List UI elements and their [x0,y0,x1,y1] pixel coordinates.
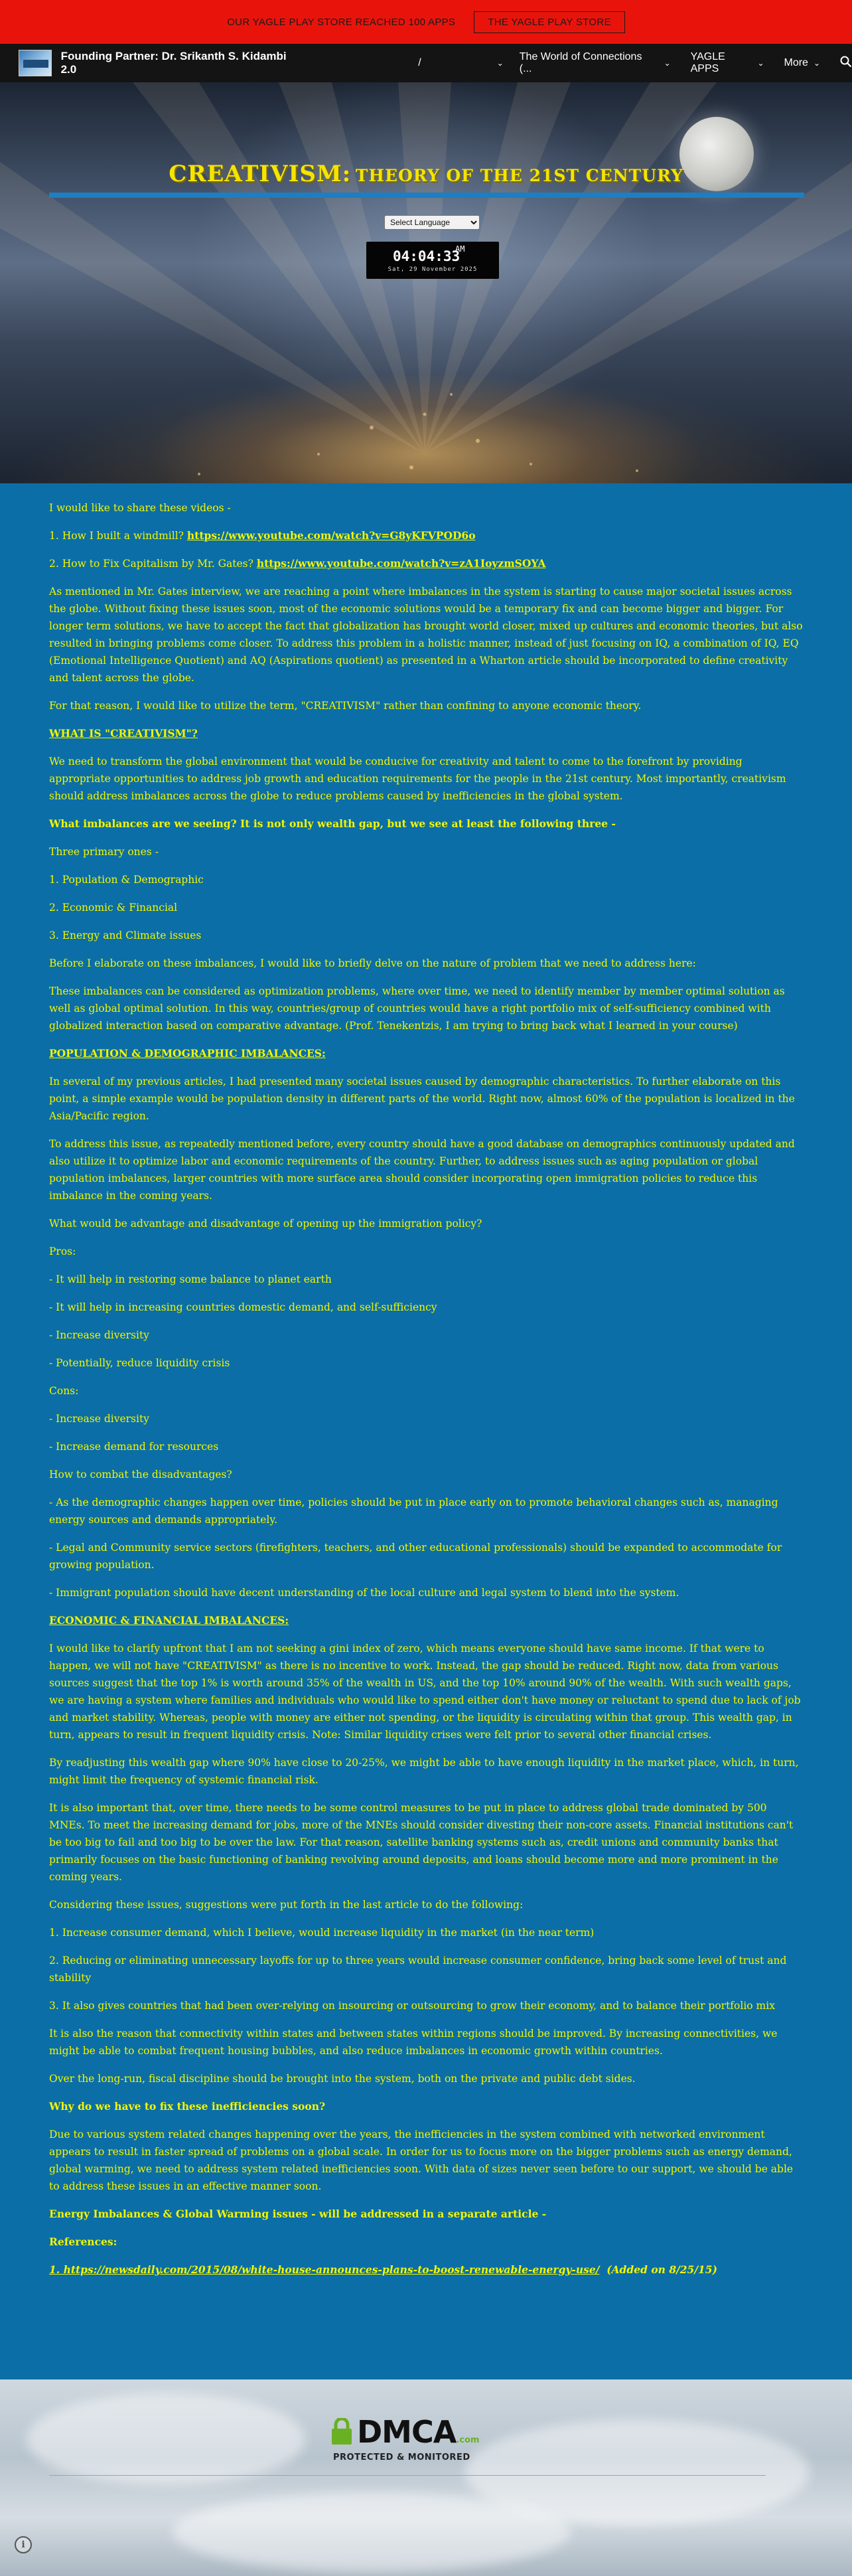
video-label: 1. How I built a windmill? [49,530,184,542]
nav-item-world-of-connections[interactable] [520,51,651,75]
paragraph: It is also important that, over time, there needs to be some control measures to be put in place to address global trade dominated by 500 MNEs. To meet the increasing demand for jobs, more of the MNEs should consider divesting their non-core assets. Financial institutions can't be too big to fail and too big to be over the law. For that reason, satellite banking systems such as, credit unions and community banks that primarily focuses on the basic functioning of banking revolving around deposits, and loans should become more and more prominent in the coming years. [49,1802,794,1883]
site-title[interactable]: Founding Partner: Dr. Srikanth S. Kidambi 2.0 [60,50,287,76]
paragraph: I would like to share these videos - [49,502,231,514]
list-item: 1. Increase consumer demand, which I believe, would increase liquidity in the market (in the near term) [49,1927,595,1939]
list-item: - Increase diversity [49,1329,149,1341]
paragraph: As mentioned in Mr. Gates interview, we are reaching a point where imbalances in the system is starting to cause major societal issues across the globe. Without fixing these issues soon, most of the economic solutions would be a temporary fix and can become bigger and bigger. For longer term solutions, we have to accept the fact that globalization has brought world closer, mixed up cultures and economic theories, but also resulted in bringing problems come closer. To address this problem in a holistic manner, instead of just focusing on IQ, a combination of IQ, EQ (Emotional Intelligence Quotient) and AQ (Aspirations quotient) as presented in a Wharton article should be incorporated to define creativity and talent across the globe. [49,586,803,684]
nav-item-label: YAGLE APPS [690,51,725,74]
paragraph: I would like to clarify upfront that I am not seeking a gini index of zero, which means everyone should have same income. If that were to happen, we will not have "CREATIVISM" as there is no incentive to work. Instead, the gap should be reduced. Right now, data from various sources suggest that the top 1% is worth around 35% of the wealth in US, and the top 10% around 90% of the wealth. With such wealth gaps, we are having a system where families and individuals who would like to spend either don't have money or reluctant to spend due to lack of job and market stability. Whereas, people with money are either not spending, or the liquidity is circulating within that group. This wealth gap, in turn, appears to result in frequent liquidity crisis. Note: Similar liquidity crises were felt prior to several other financial crises. [49,1643,801,1741]
section-heading: ECONOMIC & FINANCIAL IMBALANCES: [49,1614,289,1627]
paragraph: What would be advantage and disadvantage of opening up the immigration policy? [49,1218,482,1230]
dmca-subtitle: PROTECTED & MONITORED [333,2453,470,2462]
video-item [49,555,804,572]
list-item: 2. Economic & Financial [49,902,178,914]
nav-item-yagle-apps[interactable] [691,51,764,75]
nav-item-label: The World of Connections (... [519,51,642,74]
video-link-capitalism[interactable]: https://www.youtube.com/watch?v=zA1IoyzmSOYA [256,557,546,570]
nav-item-label: More [784,57,808,68]
top-navigation [0,44,852,82]
list-item: - Legal and Community service sectors (firefighters, teachers, and other educational professionals) should be expanded to accommodate for growing population. [49,1542,782,1571]
list-item: 1. Population & Demographic [49,874,204,886]
section-heading: References: [49,2235,117,2248]
article-body [49,499,804,2289]
info-icon[interactable]: i [15,2536,32,2553]
dmca-badge[interactable] [330,2411,484,2467]
paragraph: Before I elaborate on these imbalances, I would like to briefly delve on the nature of problem that we need to address here: [49,957,696,969]
dmca-logo-text: DMCA.com [357,2414,480,2450]
reference-note: (Added on 8/25/15) [606,2263,717,2276]
section-heading: Energy Imbalances & Global Warming issues - will be addressed in a separate article - [49,2208,547,2220]
paragraph: Due to various system related changes happening over the years, the inefficiencies in the system combined with networked environment appears to result in faster spread of problems on a global scale. In order for us to focus more on the bigger problems such as energy demand, global warming, we need to address system related inefficiencies soon. With data of sizes never seen before to our support, we should be able to address these issues in an effective manner soon. [49,2129,794,2192]
paragraph: Over the long-run, fiscal discipline should be brought into the system, both on the private and public debt sides. [49,2073,636,2085]
paragraph: How to combat the disadvantages? [49,1469,232,1481]
lock-icon [330,2418,353,2445]
paragraph: Cons: [49,1385,79,1397]
list-item: - It will help in increasing countries domestic demand, and self-sufficiency [49,1301,437,1313]
footer-divider [49,2475,766,2476]
clock-widget [366,242,499,279]
list-item: 3. It also gives countries that had been over-relying on insourcing or outsourcing to grow their economy, and to balance their portfolio mix [49,2000,775,2012]
chevron-down-icon[interactable]: ⌄ [496,58,504,68]
clock-date: Sat, 29 November 2025 [388,266,478,273]
clock-ampm: AM [455,244,465,254]
list-item: 2. Reducing or eliminating unnecessary layoffs for up to three years would increase consumer confidence, bring back some level of trust and stability [49,1955,787,1984]
site-logo[interactable] [19,50,52,76]
paragraph: For that reason, I would like to utilize the term, "CREATIVISM" rather than confining to anyone economic theory. [49,700,642,712]
video-link-windmill[interactable]: https://www.youtube.com/watch?v=G8yKFVPOD6o [186,529,476,542]
reference-item [49,2261,804,2279]
paragraph: Considering these issues, suggestions were put forth in the last article to do the following: [49,1899,524,1911]
section-heading: Why do we have to fix these inefficiencies soon? [49,2100,326,2113]
paragraph: We need to transform the global environment that would be conducive for creativity and talent to come to the forefront by providing appropriate opportunities to address job growth and education requirements for the people in the 21st century. Most importantly, creativism should address imbalances across the globe to reduce problems caused by inefficiencies in the global system. [49,756,786,802]
video-label: 2. How to Fix Capitalism by Mr. Gates? [49,558,253,570]
clock-time: 04:04:33 [393,248,461,264]
page-footer [0,2379,852,2576]
announcement-text: OUR YAGLE PLAY STORE REACHED 100 APPS [227,16,456,28]
section-heading: WHAT IS "CREATIVISM"? [49,727,198,740]
cloud-decoration [173,2492,571,2572]
list-item: - Potentially, reduce liquidity crisis [49,1357,230,1369]
section-heading: What imbalances are we seeing? It is not only wealth gap, but we see at least the following three - [49,817,616,830]
chevron-down-icon: ⌄ [757,58,764,68]
paragraph: These imbalances can be considered as optimization problems, where over time, we need to identify member by member optimal solution as well as global optimal solution. In this way, countries/group of countries would have a right portfolio mix of self-sufficiency combined with globalized interaction based on comparative advantage. (Prof. Tenekentzis, I am trying to bring back what I learned in your course) [49,985,785,1032]
search-icon[interactable] [840,56,852,71]
list-item: 3. Energy and Climate issues [49,929,202,941]
paragraph: To address this issue, as repeatedly mentioned before, every country should have a good database on demographics continuously updated and also utilize it to optimize labor and economic requirements of the country. Further, to address issues such as aging population or global population imbalances, larger countries with more surface area should consider incorporating open immigration policies to reduce this imbalance in the coming years. [49,1138,795,1202]
chevron-down-icon[interactable]: ⌄ [664,58,671,68]
language-select[interactable] [384,215,480,230]
title-sub: THEORY OF THE 21ST CENTURY [355,166,683,185]
list-item: - As the demographic changes happen over time, policies should be put in place early on to promote behavioral changes such as, managing energy sources and demands appropriately. [49,1496,778,1526]
yagle-play-store-button[interactable]: THE YAGLE PLAY STORE [474,11,625,33]
nav-separator: / [418,57,421,68]
hero-banner [0,82,852,483]
list-item: - Immigrant population should have decent understanding of the local culture and legal system to blend into the system. [49,1587,679,1599]
list-item: - It will help in restoring some balance to planet earth [49,1273,332,1285]
paragraph: In several of my previous articles, I had presented many societal issues caused by demographic characteristics. To further elaborate on this point, a simple example would be population density in different parts of the world. Right now, almost 60% of the population is localized in the Asia/Pacific region. [49,1076,795,1122]
nav-item-more[interactable] [784,57,821,69]
section-heading: POPULATION & DEMOGRAPHIC IMBALANCES: [49,1047,326,1060]
page-title [0,161,852,187]
announcement-banner [0,0,852,44]
paragraph: Pros: [49,1246,76,1257]
title-main: CREATIVISM: [169,161,352,187]
paragraph: By readjusting this wealth gap where 90% have close to 20-25%, we might be able to have enough liquidity in the market place, which, in turn, might limit the frequency of systemic financial risk. [49,1757,799,1786]
cloud-decoration [27,2393,305,2486]
paragraph: Three primary ones - [49,846,159,858]
paragraph: It is also the reason that connectivity within states and between states within regions should be improved. By increasing connectivities, we might be able to combat frequent housing bubbles, and also reduce imbalances in economic growth within countries. [49,2028,778,2057]
list-item: - Increase diversity [49,1413,149,1425]
reference-link[interactable]: 1. https://newsdaily.com/2015/08/white-house-announces-plans-to-boost-renewable-energy-use/ [49,2263,600,2276]
list-item: - Increase demand for resources [49,1441,219,1453]
title-underline [49,193,804,198]
chevron-down-icon: ⌄ [813,58,821,68]
video-item [49,527,804,544]
